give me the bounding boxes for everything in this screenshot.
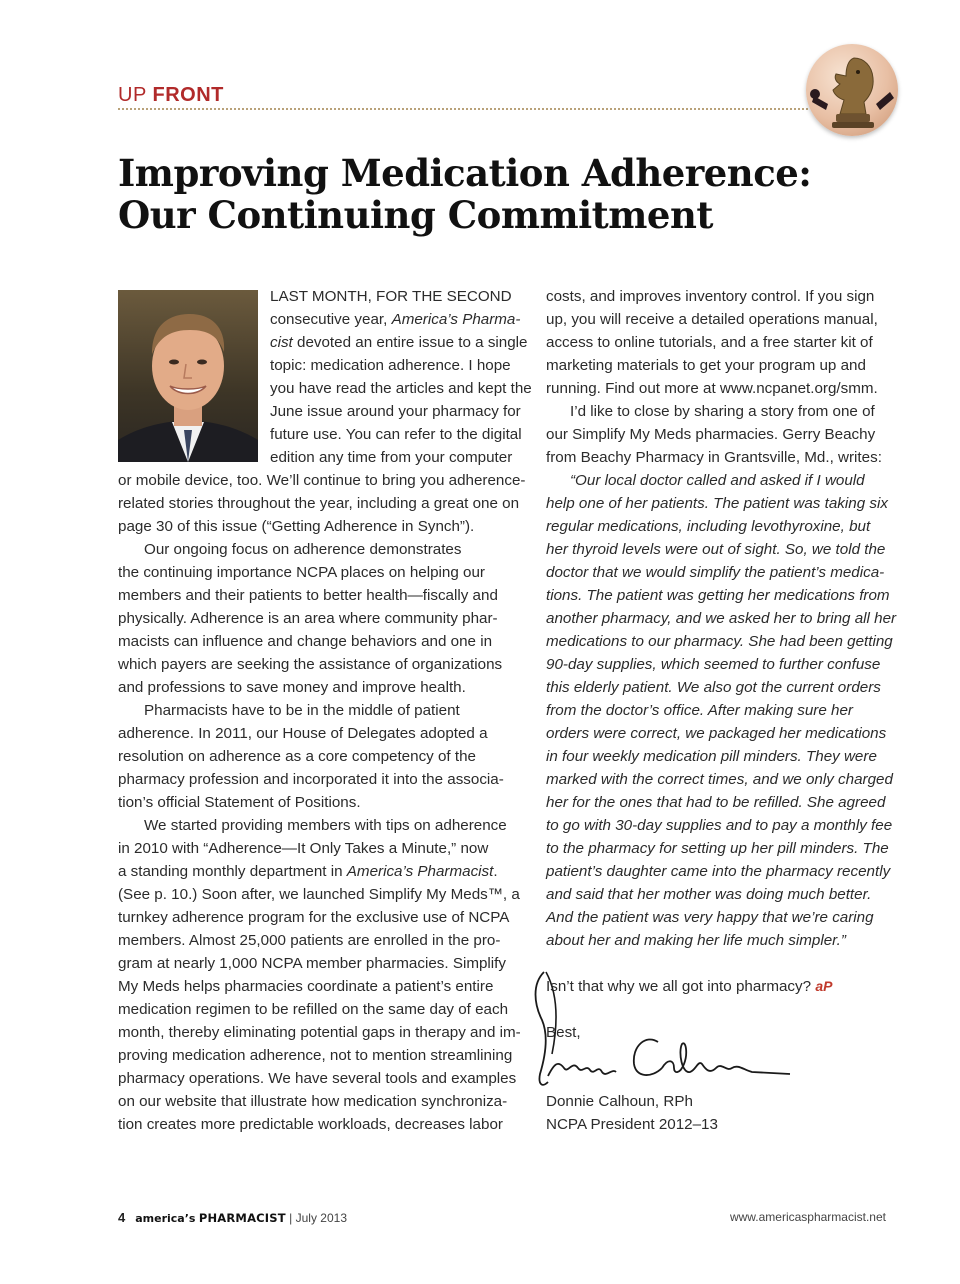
body-line: access to online tutorials, and a free starter kit of — [546, 334, 873, 351]
body-line: pharmacy profession and incorporated it into the associa- — [118, 771, 504, 788]
body-line: our Simplify My Meds pharmacies. Gerry Beachy — [546, 426, 876, 443]
body-line: gram at nearly 1,000 NCPA member pharmacies. Simplify — [118, 955, 506, 972]
body-line-text: devoted an entire issue to a single — [292, 334, 528, 351]
body-line: costs, and improves inventory control. If you sign — [546, 288, 875, 305]
body-line: My Meds helps pharmacies coordinate a patient’s entire — [118, 978, 494, 995]
quote-line: about her and making her life much simpler.” — [546, 932, 846, 949]
body-line: I’d like to close by sharing a story from one of — [570, 403, 875, 420]
body-line: or mobile device, too. We’ll continue to bring you adherence- — [118, 472, 526, 489]
body-line-text: consecutive year, — [270, 311, 392, 328]
magazine-name: America’s Pharmacist — [346, 863, 494, 880]
quote-line: another pharmacy, and we asked her to bring all her — [546, 610, 897, 627]
section-label — [118, 84, 224, 107]
body-line: We started providing members with tips on adherence — [144, 817, 507, 834]
body-line: which payers are seeking the assistance of organizations — [118, 656, 503, 673]
body-line: resolution on adherence as a core competency of the — [118, 748, 476, 765]
body-line: running. Find out more at www.ncpanet.org/smm. — [546, 380, 878, 397]
magazine-name: America’s Pharma- — [391, 311, 521, 328]
quote-line: regular medications, including levothyroxine, but — [546, 518, 871, 535]
salutation: Best, — [546, 1024, 581, 1041]
footer-separator: | — [289, 1211, 293, 1225]
quote-line: in four weekly medication pill minders. They were — [546, 748, 877, 765]
quote-line: 90-day supplies, which seemed to further confuse — [546, 656, 881, 673]
body-line: marketing materials to get your program up and — [546, 357, 866, 374]
body-line: macists can influence and change behaviors and one in — [118, 633, 493, 650]
body-line: LAST MONTH, FOR THE SECOND — [270, 288, 512, 305]
body-line: and professions to save money and improve health. — [118, 679, 466, 696]
quote-line: and said that her mother was doing much better. — [546, 886, 872, 903]
body-line — [270, 308, 520, 331]
body-line: members and their patients to better health—fiscally and — [118, 587, 498, 604]
end-mark-icon: aP — [815, 978, 833, 994]
body-line: month, thereby eliminating potential gaps in therapy and im- — [118, 1024, 521, 1041]
body-line: up, you will receive a detailed operations manual, — [546, 311, 878, 328]
section-label-light: UP — [118, 84, 147, 106]
signature-graphic — [528, 964, 798, 1094]
quote-line: doctor that we would simplify the patient’s medica- — [546, 564, 885, 581]
body-line-text: . — [493, 863, 498, 880]
magazine-logo-big: PHARMACIST — [198, 1211, 286, 1225]
magazine-name: cist — [270, 334, 293, 351]
magazine-logo-small: america’s — [135, 1212, 196, 1225]
body-line: from Beachy Pharmacy in Grantsville, Md., writes: — [546, 449, 882, 466]
body-line-text: a standing monthly department in — [118, 863, 347, 880]
body-line — [270, 331, 528, 354]
quote-line: her thyroid levels were out of sight. So, we told the — [546, 541, 886, 558]
body-line: you have read the articles and kept the — [270, 380, 532, 397]
quote-line: this elderly patient. We also got the current orders — [546, 679, 881, 696]
quote-line: marked with the correct times, and we only charged — [546, 771, 893, 788]
quote-line: help one of her patients. The patient was taking six — [546, 495, 888, 512]
body-line: Our ongoing focus on adherence demonstrates — [144, 541, 462, 558]
body-line: tion’s official Statement of Positions. — [118, 794, 361, 811]
body-line: medication regimen to be refilled on the same day of each — [118, 1001, 509, 1018]
quote-line: tions. The patient was getting her medications from — [546, 587, 890, 604]
issue-date: July 2013 — [295, 1211, 347, 1225]
body-line: on our website that illustrate how medication synchroniza- — [118, 1093, 508, 1110]
dotted-divider — [118, 108, 808, 110]
signer-role: NCPA President 2012–13 — [546, 1116, 718, 1133]
quote-line: “Our local doctor called and asked if I would — [570, 472, 865, 489]
quote-line: orders were correct, we packaged her medications — [546, 725, 887, 742]
author-photo — [118, 290, 258, 462]
body-line: edition any time from your computer — [270, 449, 513, 466]
body-line: in 2010 with “Adherence—It Only Takes a Minute,” now — [118, 840, 489, 857]
quote-line: from the doctor’s office. After making sure her — [546, 702, 853, 719]
signer-name: Donnie Calhoun, RPh — [546, 1093, 693, 1110]
body-line — [118, 860, 498, 883]
body-line: Pharmacists have to be in the middle of patient — [144, 702, 460, 719]
footer-url[interactable]: www.americaspharmacist.net — [729, 1210, 886, 1224]
section-label-bold: FRONT — [152, 84, 224, 106]
quote-line: patient’s daughter came into the pharmacy recently — [546, 863, 891, 880]
body-line: members. Almost 25,000 patients are enrolled in the pro- — [118, 932, 501, 949]
body-line: physically. Adherence is an area where community phar- — [118, 610, 498, 627]
quote-line: her for the ones that had to be refilled. She agreed — [546, 794, 886, 811]
body-line: pharmacy operations. We have several tools and examples — [118, 1070, 517, 1087]
article-title — [118, 152, 838, 236]
author-portrait-graphic — [118, 290, 258, 462]
body-line: turnkey adherence program for the exclusive use of NCPA — [118, 909, 510, 926]
body-line: (See p. 10.) Soon after, we launched Simplify My Meds™, a — [118, 886, 520, 903]
page-number: 4 — [118, 1210, 126, 1225]
body-line: tion creates more predictable workloads, decreases labor — [118, 1116, 503, 1133]
body-line: topic: medication adherence. I hope — [270, 357, 511, 374]
chess-knight-icon — [806, 44, 898, 136]
quote-line: medications to our pharmacy. She had been getting — [546, 633, 893, 650]
article-title-line-1: Improving Medication Adherence: — [118, 151, 812, 195]
closing-question-text: Isn’t that why we all got into pharmacy? — [546, 978, 812, 995]
quote-line: And the patient was very happy that we’re caring — [546, 909, 874, 926]
chess-knight-graphic — [806, 44, 898, 136]
body-line: related stories throughout the year, including a great one on — [118, 495, 520, 512]
body-line: page 30 of this issue (“Getting Adherence in Synch”). — [118, 518, 475, 535]
quote-line: to the pharmacy for setting up her pill minders. The — [546, 840, 889, 857]
footer-left — [118, 1210, 347, 1225]
body-line: the continuing importance NCPA places on helping our — [118, 564, 485, 581]
body-line: proving medication adherence, not to mention streamlining — [118, 1047, 513, 1064]
body-line: future use. You can refer to the digital — [270, 426, 522, 443]
quote-line: to go with 30-day supplies and to pay a monthly fee — [546, 817, 893, 834]
article-title-line-2: Our Continuing Commitment — [118, 193, 713, 237]
body-line: June issue around your pharmacy for — [270, 403, 521, 420]
body-line: adherence. In 2011, our House of Delegates adopted a — [118, 725, 488, 742]
